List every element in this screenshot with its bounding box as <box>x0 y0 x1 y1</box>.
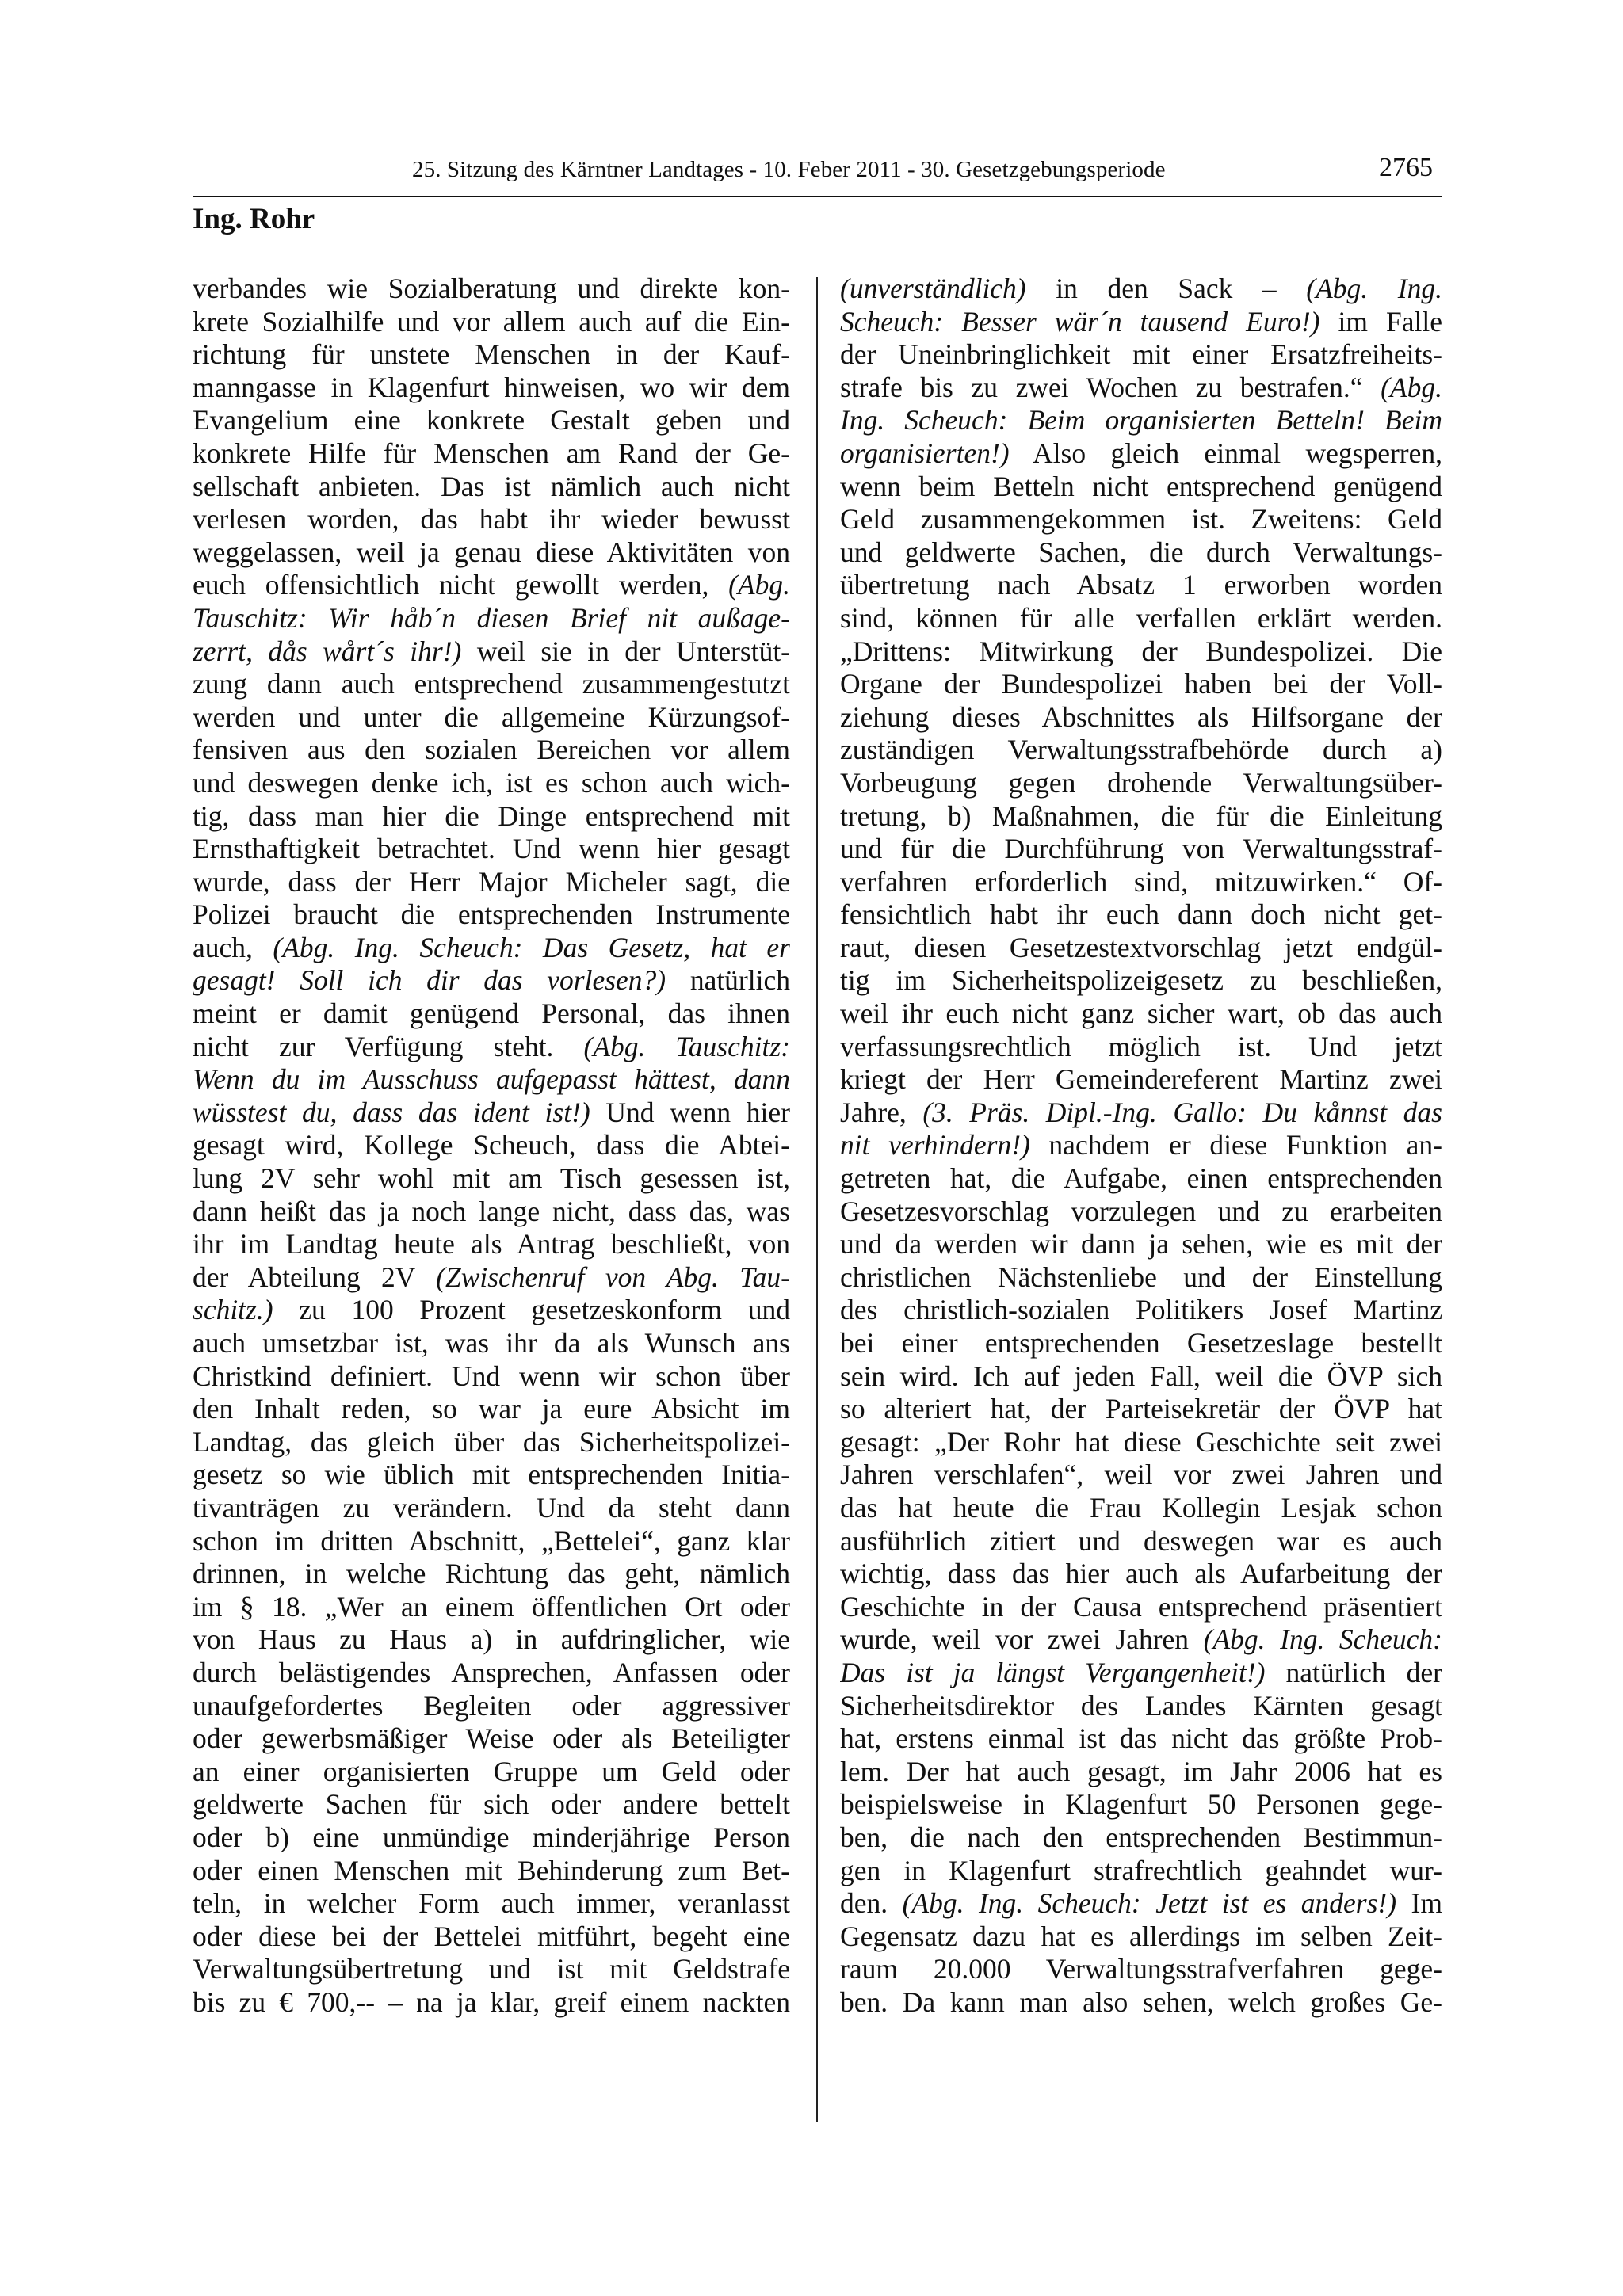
speech-text: den. <box>840 1887 903 1920</box>
interjection-text: (Abg. Ing. Scheuch: <box>1203 1623 1442 1656</box>
speech-text: Landtag, das gleich über das Sicherheitspolizei- <box>193 1425 790 1458</box>
speech-text: oder diese bei der Bettelei mitführt, begeht eine <box>193 1920 790 1952</box>
speech-text: nachdem er diese Funktion an- <box>1029 1129 1442 1161</box>
speech-text: Christkind definiert. Und wenn wir schon über <box>193 1360 790 1392</box>
text-line <box>193 503 790 536</box>
speech-text: fensichtlich habt ihr euch dann doch nicht get- <box>840 898 1442 931</box>
speech-text: Geschichte in der Causa entsprechend präsentiert <box>840 1590 1442 1623</box>
text-line <box>840 964 1442 997</box>
speech-text: oder b) eine unmündige minderjährige Person <box>193 1821 790 1853</box>
text-line <box>840 635 1442 669</box>
speech-text: und für die Durchführung von Verwaltungsstraf- <box>840 833 1442 865</box>
interjection-text: Das ist ja längst Vergangenheit!) <box>840 1656 1266 1688</box>
speech-text: auch umsetzbar ist, was ihr da als Wunsch ans <box>193 1327 790 1359</box>
text-line <box>840 338 1442 372</box>
text-line <box>840 306 1442 339</box>
speech-text: kriegt der Herr Gemeindereferent Martinz zwei <box>840 1063 1442 1096</box>
speech-text: verfassungsrechtlich möglich ist. Und jetzt <box>840 1030 1442 1062</box>
speech-text: Sicherheitsdirektor des Landes Kärnten gesagt <box>840 1689 1442 1722</box>
text-line <box>193 1162 790 1196</box>
text-line <box>840 1162 1442 1196</box>
text-line <box>840 1196 1442 1229</box>
text-line <box>840 1393 1442 1426</box>
speech-text: verlesen worden, das habt ihr wieder bewusst <box>193 503 790 536</box>
text-line <box>840 1756 1442 1789</box>
text-line <box>193 1426 790 1459</box>
speech-text: zung dann auch entsprechend zusammengestutzt <box>193 668 790 700</box>
speech-text: Verwaltungsübertretung und ist mit Geldstrafe <box>193 1953 790 1985</box>
speech-text: konkrete Hilfe für Menschen am Rand der Ge- <box>193 437 790 469</box>
speech-text: tig im Sicherheitspolizeigesetz zu beschließen, <box>840 964 1442 997</box>
text-line <box>840 1459 1442 1492</box>
text-line <box>840 1821 1442 1855</box>
speech-text: des christlich-sozialen Politikers Josef Martinz <box>840 1294 1442 1326</box>
text-line <box>840 404 1442 437</box>
page-number: 2765 <box>1379 153 1433 182</box>
speech-text: bei einer entsprechenden Gesetzeslage bestellt <box>840 1327 1442 1359</box>
speech-text: Jahren verschlafen“, weil vor zwei Jahren und <box>840 1459 1442 1491</box>
text-line <box>840 1228 1442 1261</box>
interjection-text: (Abg. Ing. Scheuch: Jetzt ist es anders!) <box>902 1887 1397 1920</box>
text-line <box>193 1986 790 2019</box>
text-line <box>840 273 1442 306</box>
speech-text: Organe der Bundespolizei haben bei der Voll- <box>840 668 1442 700</box>
speech-text: oder einen Menschen mit Behinderung zum Bet- <box>193 1854 790 1886</box>
speech-text: wurde, dass der Herr Major Micheler sagt, die <box>193 865 790 898</box>
text-line <box>840 569 1442 602</box>
text-line <box>193 602 790 635</box>
text-line <box>840 1558 1442 1591</box>
text-line <box>193 1623 790 1657</box>
text-line <box>840 503 1442 536</box>
speech-text: gen in Klagenfurt strafrechtlich geahndet wur- <box>840 1854 1442 1886</box>
speech-text: raum 20.000 Verwaltungsstrafverfahren gege- <box>840 1953 1442 1985</box>
speech-text: lung 2V sehr wohl mit am Tisch gesessen ist, <box>193 1162 790 1195</box>
speech-text: getreten hat, die Aufgabe, einen entsprechenden <box>840 1162 1442 1195</box>
text-line <box>193 1393 790 1426</box>
speech-text: Also gleich einmal wegsperren, <box>1009 437 1442 469</box>
speech-text: Geld zusammengekommen ist. Zweitens: Geld <box>840 503 1442 536</box>
interjection-text: (Abg. Tauschitz: <box>583 1030 790 1062</box>
speech-text: gesagt: „Der Rohr hat diese Geschichte seit zwei <box>840 1425 1442 1458</box>
speech-text: weil ihr euch nicht ganz sicher wart, ob das auch <box>840 997 1442 1030</box>
speech-text: „Drittens: Mitwirkung der Bundespolizei. Die <box>840 635 1442 667</box>
speech-text: zu 100 Prozent gesetzeskonform und <box>273 1294 790 1326</box>
speech-text: manngasse in Klagenfurt hinweisen, wo wir dem <box>193 371 790 403</box>
text-line <box>840 1360 1442 1394</box>
text-line <box>193 1657 790 1690</box>
text-line <box>193 1756 790 1789</box>
header-title: 25. Sitzung des Kärntner Landtages - 10. Feber 2011 - 30. Gesetzgebungsperiode <box>412 157 1166 182</box>
speech-text: raut, diesen Gesetzestextvorschlag jetzt endgül- <box>840 931 1442 963</box>
text-line <box>840 1294 1442 1327</box>
text-line <box>193 1228 790 1261</box>
text-line <box>193 767 790 800</box>
interjection-text: (3. Präs. Dipl.-Ing. Gallo: Du kånnst das <box>922 1096 1442 1128</box>
speech-text: wurde, weil vor zwei Jahren <box>840 1623 1204 1656</box>
text-line <box>840 1261 1442 1295</box>
text-line <box>840 1063 1442 1097</box>
speech-text: an einer organisierten Gruppe um Geld oder <box>193 1755 790 1787</box>
text-line <box>840 1623 1442 1657</box>
speech-text: Im <box>1396 1887 1442 1920</box>
text-line <box>193 1261 790 1295</box>
speech-text: verbandes wie Sozialberatung und direkte kon- <box>193 273 790 304</box>
speech-text: und deswegen denke ich, ist es schon auch wich- <box>193 766 790 799</box>
text-line <box>840 1031 1442 1064</box>
interjection-text: nit verhindern!) <box>840 1129 1030 1161</box>
speech-text: unaufgefordertes Begleiten oder aggressiver <box>193 1689 790 1722</box>
speech-text: beispielsweise in Klagenfurt 50 Personen gege- <box>840 1788 1442 1821</box>
text-line <box>193 1097 790 1130</box>
text-line <box>193 569 790 602</box>
text-line <box>193 1788 790 1821</box>
text-line <box>840 1129 1442 1162</box>
text-line <box>193 437 790 471</box>
speech-text: weil sie in der Unterstüt- <box>461 635 790 667</box>
speech-text: schon im dritten Abschnitt, „Bettelei“, ganz klar <box>193 1524 790 1557</box>
text-line <box>840 668 1442 701</box>
speech-text: teln, in welcher Form auch immer, veranlasst <box>193 1887 790 1920</box>
text-line <box>193 1690 790 1723</box>
text-line <box>840 734 1442 767</box>
interjection-text: (Abg. Ing. Scheuch: Das Gesetz, hat er <box>273 931 790 963</box>
text-line <box>193 1196 790 1229</box>
text-line <box>193 898 790 932</box>
interjection-text: (Abg. <box>728 569 790 601</box>
text-line <box>840 1426 1442 1459</box>
speech-text: ihr im Landtag heute als Antrag beschließt, von <box>193 1228 790 1261</box>
speech-text: krete Sozialhilfe und vor allem auch auf die Ein- <box>193 305 790 338</box>
text-line <box>193 800 790 833</box>
interjection-text: Wenn du im Ausschuss aufgepasst hättest, dann <box>193 1063 790 1096</box>
interjection-text: (Abg. Ing. <box>1306 273 1442 304</box>
speech-text: Gegensatz dazu hat es allerdings im selben Zeit- <box>840 1920 1442 1952</box>
speech-text: lem. Der hat auch gesagt, im Jahr 2006 hat es <box>840 1755 1442 1787</box>
text-line <box>193 471 790 504</box>
interjection-text: Ing. Scheuch: Beim organisierten Betteln! Beim <box>840 404 1442 437</box>
speech-text: wichtig, dass das hier auch als Aufarbeitung der <box>840 1558 1442 1590</box>
speech-text: den Inhalt reden, so war ja eure Absicht im <box>193 1393 790 1425</box>
text-line <box>840 1657 1442 1690</box>
speech-text: meint er damit genügend Personal, das ihnen <box>193 997 790 1030</box>
speech-text: Und wenn hier <box>590 1096 790 1128</box>
header-rule <box>193 196 1442 197</box>
speech-text: der Uneinbringlichkeit mit einer Ersatzfreiheits- <box>840 338 1442 371</box>
text-line <box>193 1525 790 1558</box>
text-line <box>840 800 1442 833</box>
speech-text: Evangelium eine konkrete Gestalt geben und <box>193 404 790 437</box>
speech-text: im § 18. „Wer an einem öffentlichen Ort oder <box>193 1590 790 1623</box>
speech-text: fensiven aus den sozialen Bereichen vor allem <box>193 734 790 766</box>
text-line <box>193 1360 790 1394</box>
speech-text: bis zu € 700,-- – na ja klar, greif einem nackten <box>193 1985 790 2018</box>
speech-text: tivanträgen zu verändern. Und da steht dann <box>193 1491 790 1524</box>
text-line <box>193 866 790 899</box>
interjection-text: Scheuch: Besser wär´n tausend Euro!) <box>840 305 1320 338</box>
right-column <box>840 273 1442 2019</box>
interjection-text: organisierten!) <box>840 437 1010 469</box>
column-divider <box>816 277 818 2122</box>
speech-text: sind, können für alle verfallen erklärt werden. <box>840 601 1442 634</box>
left-column <box>193 273 790 2019</box>
speech-text: und da werden wir dann ja sehen, wie es mit der <box>840 1228 1442 1261</box>
text-line <box>840 1920 1442 1954</box>
text-line <box>840 1690 1442 1723</box>
interjection-text: gesagt! Soll ich dir das vorlesen?) <box>193 964 666 997</box>
text-line <box>840 372 1442 405</box>
text-line <box>193 338 790 372</box>
text-line <box>193 1327 790 1360</box>
interjection-text: wüsstest du, dass das ident ist!) <box>193 1096 590 1128</box>
interjection-text: zerrt, dås wårt´s ihr!) <box>193 635 462 667</box>
speech-text: Gesetzesvorschlag vorzulegen und zu erarbeiten <box>840 1195 1442 1227</box>
text-line <box>840 437 1442 471</box>
speech-text: ben. Da kann man also sehen, welch großes Ge- <box>840 1985 1442 2018</box>
speech-text: euch offensichtlich nicht gewollt werden, <box>193 569 729 601</box>
text-line <box>193 1887 790 1920</box>
speech-text: oder gewerbsmäßiger Weise oder als Beteiligter <box>193 1722 790 1755</box>
text-line <box>193 372 790 405</box>
speech-text: weggelassen, weil ja genau diese Aktivitäten von <box>193 536 790 568</box>
speech-text: so alteriert hat, der Parteisekretär der ÖVP hat <box>840 1393 1442 1425</box>
interjection-text: (unverständlich) <box>840 273 1026 304</box>
text-line <box>840 536 1442 570</box>
speech-text: das hat heute die Frau Kollegin Lesjak schon <box>840 1491 1442 1524</box>
text-line <box>193 1492 790 1525</box>
text-line <box>193 997 790 1031</box>
text-line <box>840 1953 1442 1986</box>
text-line <box>193 1459 790 1492</box>
text-line <box>840 898 1442 932</box>
text-line <box>840 1887 1442 1920</box>
text-line <box>840 471 1442 504</box>
text-line <box>193 1855 790 1888</box>
speech-text: zuständigen Verwaltungsstrafbehörde durch a) <box>840 734 1442 766</box>
text-line <box>840 767 1442 800</box>
speech-text: nicht zur Verfügung steht. <box>193 1030 584 1062</box>
speech-text: geldwerte Sachen für sich oder andere bettelt <box>193 1788 790 1821</box>
speech-text: gesagt wird, Kollege Scheuch, dass die Abtei- <box>193 1129 790 1161</box>
text-line <box>193 1591 790 1624</box>
text-line <box>193 833 790 866</box>
speech-text: im Falle <box>1319 305 1442 338</box>
text-line <box>840 1591 1442 1624</box>
speech-text: Ernsthaftigkeit betrachtet. Und wenn hier gesagt <box>193 833 790 865</box>
text-line <box>193 536 790 570</box>
speech-text: natürlich der <box>1265 1656 1442 1688</box>
text-line <box>193 1031 790 1064</box>
text-line <box>193 1294 790 1327</box>
text-line <box>193 1920 790 1954</box>
speech-text: übertretung nach Absatz 1 erworben worden <box>840 569 1442 601</box>
text-line <box>840 1327 1442 1360</box>
text-line <box>193 932 790 965</box>
speech-text: hat, erstens einmal ist das nicht das größte Prob- <box>840 1722 1442 1755</box>
interjection-text: schitz.) <box>193 1294 273 1326</box>
text-line <box>193 1821 790 1855</box>
text-line <box>840 833 1442 866</box>
speech-text: Vorbeugung gegen drohende Verwaltungsüber- <box>840 766 1442 799</box>
interjection-text: (Abg. <box>1381 371 1442 403</box>
speech-text: ziehung dieses Abschnittes als Hilfsorgane der <box>840 700 1442 733</box>
speech-text: natürlich <box>666 964 790 997</box>
speech-text: auch, <box>193 931 273 963</box>
speech-text: in den Sack – <box>1025 273 1307 304</box>
text-line <box>193 1129 790 1162</box>
speech-text: ausführlich zitiert und deswegen war es auch <box>840 1524 1442 1557</box>
text-line <box>193 668 790 701</box>
text-line <box>193 1558 790 1591</box>
text-line <box>193 701 790 734</box>
speech-text: tretung, b) Maßnahmen, die für die Einleitung <box>840 799 1442 832</box>
speech-text: Jahre, <box>840 1096 923 1128</box>
speech-text: drinnen, in welche Richtung das geht, nämlich <box>193 1558 790 1590</box>
text-line <box>840 997 1442 1031</box>
text-line <box>840 701 1442 734</box>
text-line <box>840 1722 1442 1756</box>
text-line <box>840 1788 1442 1821</box>
interjection-text: Tauschitz: Wir håb´n diesen Brief nit außage- <box>193 601 790 634</box>
speech-text: durch belästigendes Ansprechen, Anfassen oder <box>193 1656 790 1688</box>
speech-text: der Abteilung 2V <box>193 1261 437 1293</box>
text-line <box>840 1855 1442 1888</box>
speech-text: sein wird. Ich auf jeden Fall, weil die ÖVP sich <box>840 1360 1442 1392</box>
speech-text: tig, dass man hier die Dinge entsprechend mit <box>193 799 790 832</box>
speech-text: christlichen Nächstenliebe und der Einstellung <box>840 1261 1442 1293</box>
text-line <box>193 1063 790 1097</box>
text-line <box>193 273 790 306</box>
speech-text: strafe bis zu zwei Wochen zu bestrafen.“ <box>840 371 1381 403</box>
text-line <box>840 1492 1442 1525</box>
text-line <box>840 1986 1442 2019</box>
speech-text: verfahren erforderlich sind, mitzuwirken.“ Of- <box>840 865 1442 898</box>
text-line <box>193 306 790 339</box>
speech-text: gesetz so wie üblich mit entsprechenden Initia- <box>193 1459 790 1491</box>
text-line <box>840 1097 1442 1130</box>
speech-text: dann heißt das ja noch lange nicht, dass das, was <box>193 1195 790 1227</box>
text-line <box>840 866 1442 899</box>
text-line <box>193 964 790 997</box>
speech-text: wenn beim Betteln nicht entsprechend genügend <box>840 470 1442 502</box>
interjection-text: (Zwischenruf von Abg. Tau- <box>436 1261 790 1293</box>
text-line <box>193 404 790 437</box>
speech-text: werden und unter die allgemeine Kürzungsof- <box>193 700 790 733</box>
text-line <box>193 635 790 669</box>
speaker-name: Ing. Rohr <box>193 203 315 235</box>
text-line <box>193 734 790 767</box>
text-line <box>193 1722 790 1756</box>
speech-text: Polizei braucht die entsprechenden Instrumente <box>193 898 790 931</box>
text-line <box>840 932 1442 965</box>
text-line <box>840 602 1442 635</box>
speech-text: von Haus zu Haus a) in aufdringlicher, wie <box>193 1623 790 1656</box>
speech-text: ben, die nach den entsprechenden Bestimmun- <box>840 1821 1442 1853</box>
speech-text: und geldwerte Sachen, die durch Verwaltungs- <box>840 536 1442 568</box>
speech-text: sellschaft anbieten. Das ist nämlich auch nicht <box>193 470 790 502</box>
speech-text: richtung für unstete Menschen in der Kauf- <box>193 338 790 371</box>
text-line <box>840 1525 1442 1558</box>
text-line <box>193 1953 790 1986</box>
